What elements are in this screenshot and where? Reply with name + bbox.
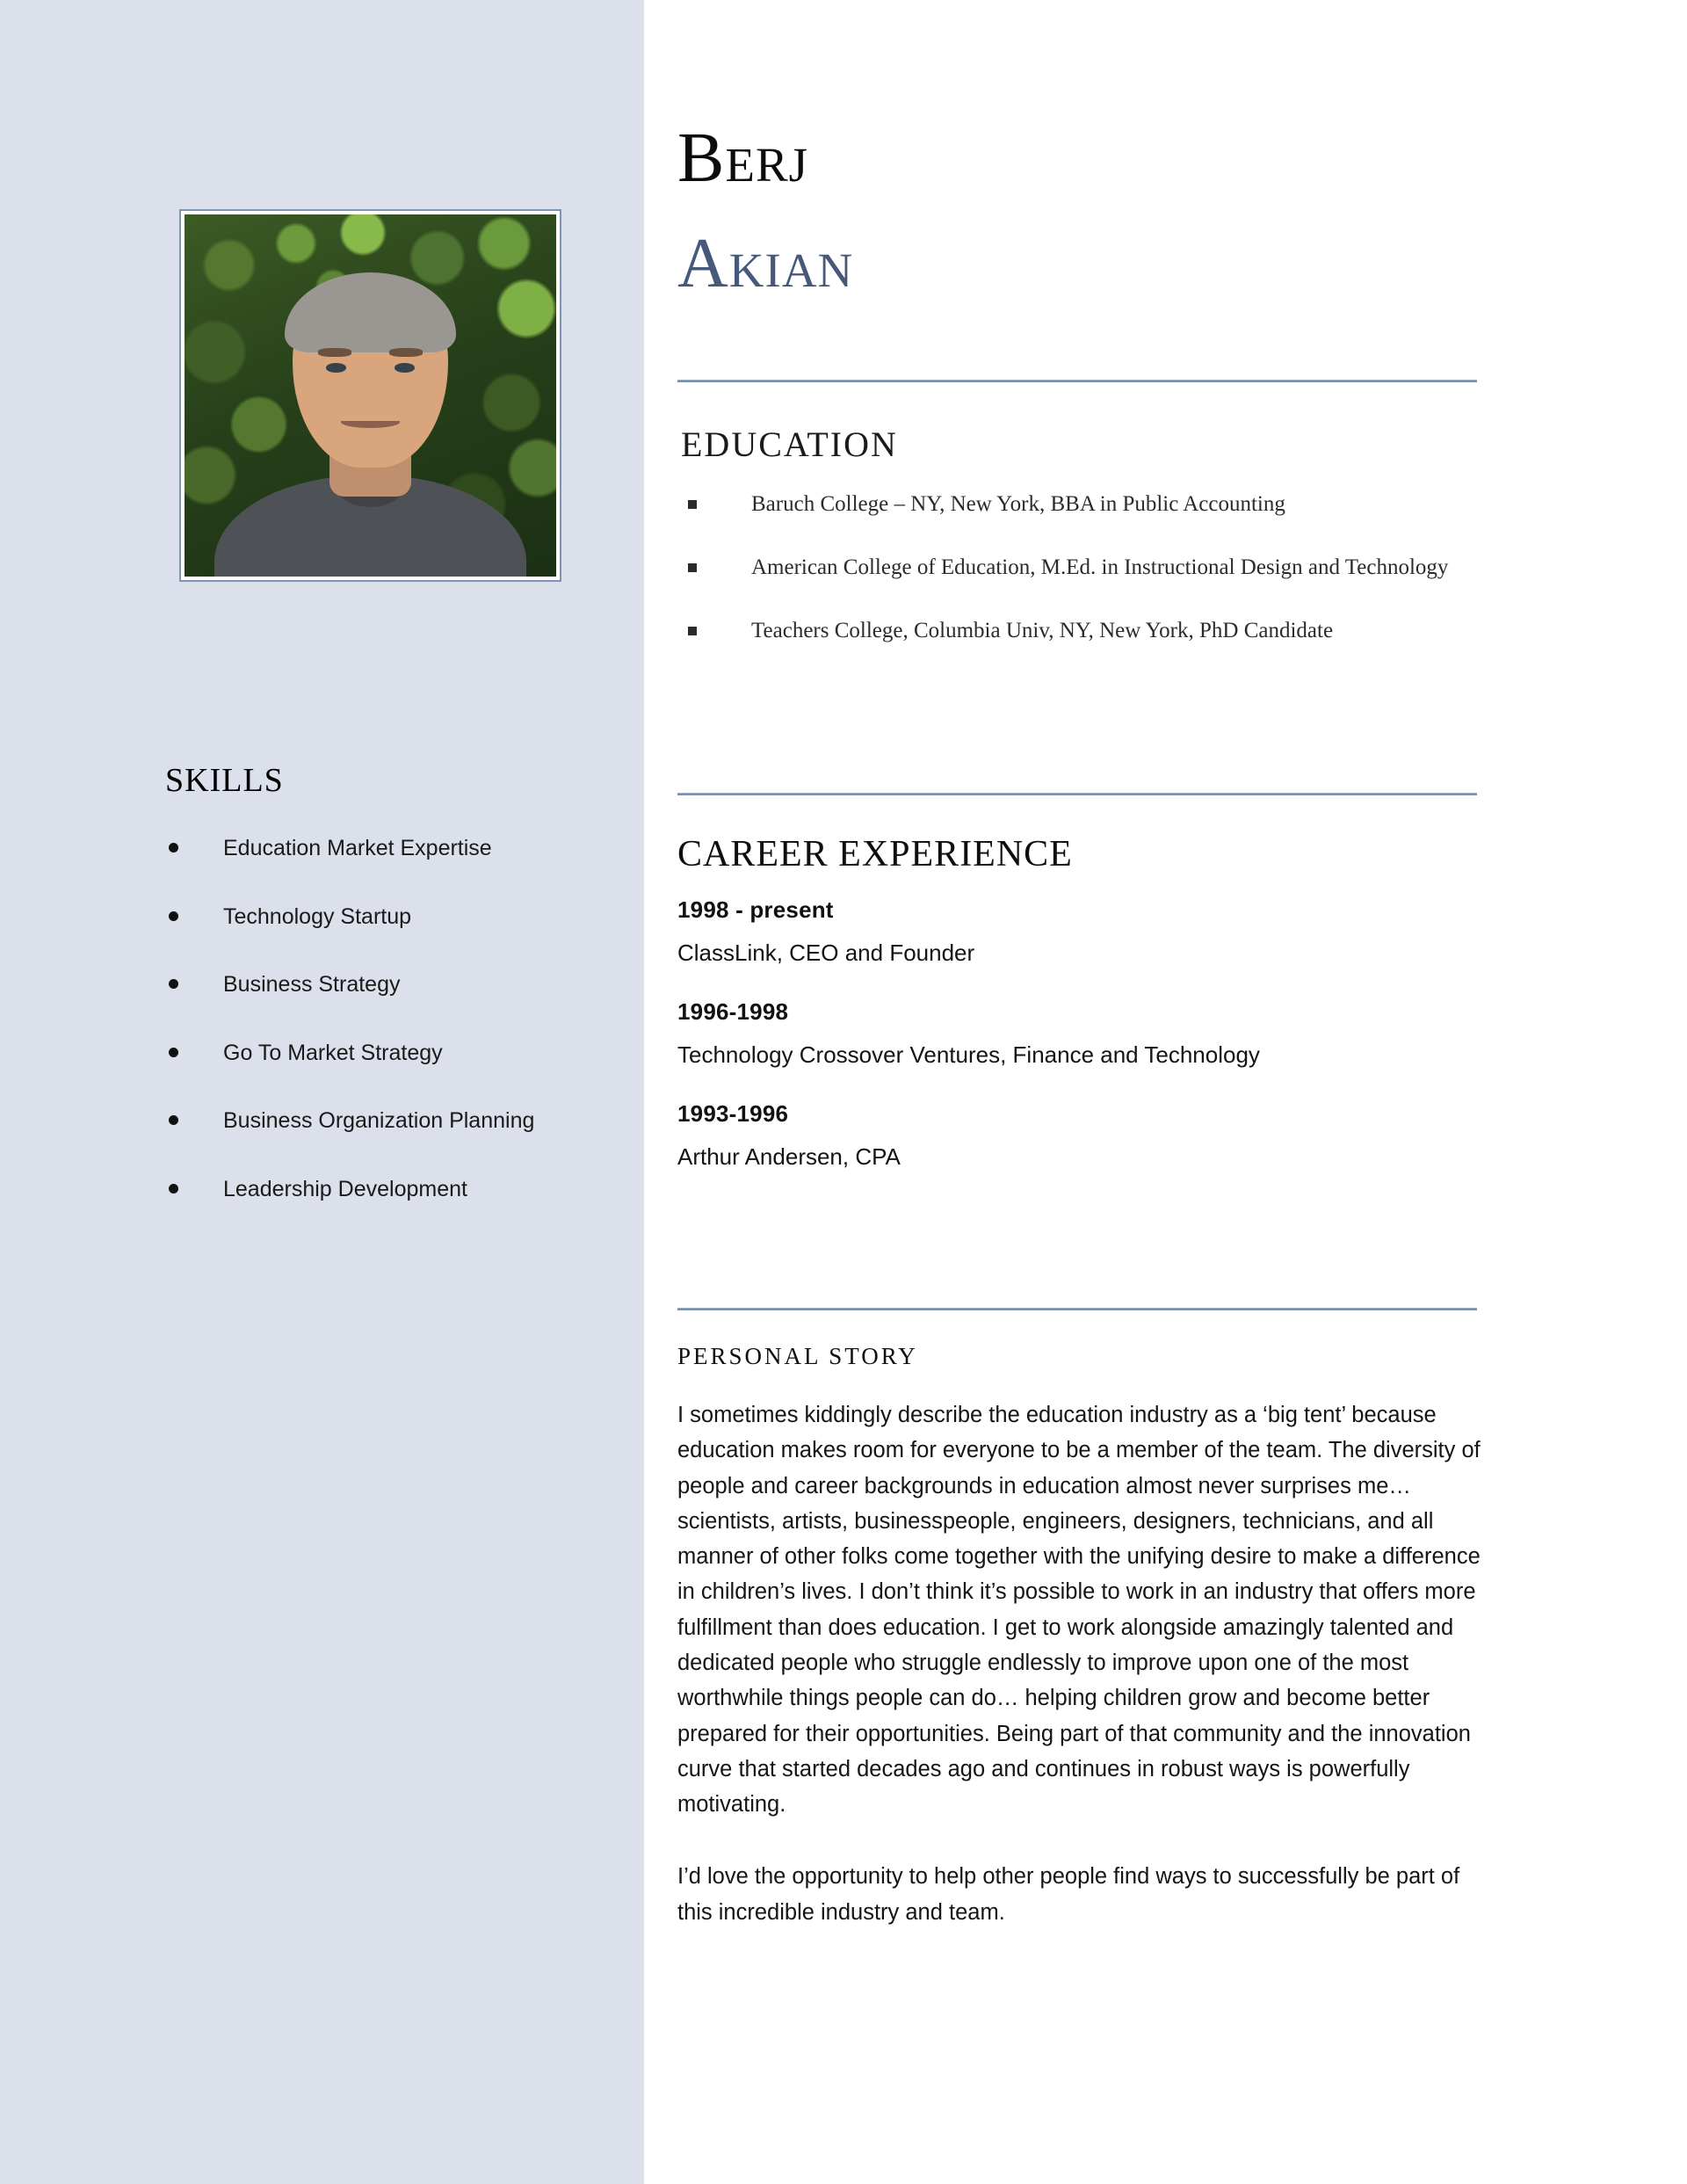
profile-photo — [185, 214, 556, 577]
photo-eyebrow-right — [389, 348, 423, 356]
skills-title: SKILLS — [165, 762, 284, 799]
page-title — [677, 120, 1556, 302]
bullet-dot-icon — [169, 911, 178, 921]
last-name-initial: A — [677, 225, 729, 302]
bullet-dot-icon — [169, 1184, 178, 1194]
education-list — [681, 492, 1656, 682]
personal-story-title: PERSONAL STORY — [677, 1343, 918, 1369]
list-item — [165, 1106, 578, 1137]
list-item — [165, 902, 578, 933]
list-item — [681, 492, 1656, 517]
skills-section — [165, 761, 578, 1242]
list-item — [165, 969, 578, 1001]
photo-eye-left — [326, 363, 346, 373]
list-item — [165, 833, 578, 865]
bullet-square-icon — [688, 563, 697, 572]
skills-list — [165, 833, 578, 1205]
sidebar — [0, 0, 644, 2184]
list-item — [165, 1038, 578, 1070]
photo-eyebrow-left — [318, 348, 351, 356]
first-name — [677, 120, 1556, 197]
education-title: EDUCATION — [681, 424, 898, 464]
skill-label: Leadership Development — [223, 1176, 467, 1201]
list-item — [165, 1174, 578, 1206]
career-entry — [677, 896, 1556, 967]
first-name-initial: B — [677, 120, 726, 197]
career-entry — [677, 998, 1556, 1069]
last-name — [677, 225, 1556, 302]
career-role: Arthur Andersen, CPA — [677, 1143, 901, 1170]
career-period: 1996-1998 — [677, 998, 789, 1025]
personal-story-body — [677, 1397, 1495, 1930]
skill-label: Business Organization Planning — [223, 1108, 535, 1133]
list-item — [681, 619, 1656, 643]
list-item — [681, 555, 1656, 580]
photo-eye-right — [395, 363, 415, 373]
divider-above-career — [677, 793, 1477, 795]
skill-label: Education Market Expertise — [223, 836, 492, 860]
career-title: CAREER EXPERIENCE — [677, 834, 1073, 874]
first-name-rest: ERJ — [725, 138, 809, 192]
divider-above-personal-story — [677, 1308, 1477, 1310]
bullet-dot-icon — [169, 1048, 178, 1057]
education-entry: Baruch College – NY, New York, BBA in Public Accounting — [751, 492, 1285, 516]
education-entry: Teachers College, Columbia Univ, NY, New York, PhD Candidate — [751, 619, 1334, 642]
bullet-square-icon — [688, 627, 697, 635]
divider-above-education — [677, 380, 1477, 382]
career-period: 1998 - present — [677, 896, 834, 923]
bullet-square-icon — [688, 500, 697, 509]
career-role: Technology Crossover Ventures, Finance and Technology — [677, 1041, 1260, 1068]
last-name-rest: KIAN — [728, 243, 854, 297]
career-period: 1993-1996 — [677, 1100, 789, 1127]
career-role: ClassLink, CEO and Founder — [677, 940, 975, 966]
bullet-dot-icon — [169, 1115, 178, 1125]
bullet-dot-icon — [169, 843, 178, 853]
bullet-dot-icon — [169, 979, 178, 989]
career-entry — [677, 1100, 1556, 1171]
career-list — [677, 896, 1556, 1202]
skill-label: Technology Startup — [223, 903, 412, 929]
skill-label: Go To Market Strategy — [223, 1040, 443, 1065]
main-column — [644, 0, 1687, 2184]
personal-story-paragraph: I’d love the opportunity to help other people find ways to successfully be part of this incredible industry and team. — [677, 1864, 1460, 1925]
skill-label: Business Strategy — [223, 972, 401, 997]
education-entry: American College of Education, M.Ed. in Instructional Design and Technology — [751, 555, 1449, 579]
personal-story-paragraph: I sometimes kiddingly describe the education industry as a ‘big tent’ because education makes room for everyone to be a member of the team. The diversity of people and career backgrounds in education almost never surprises me… scientists, artists, businesspeople, engineers, designers, technicians, and all manner of other folks come together with the unifying desire to make a difference in children’s lives. I don’t think it’s possible to work in an industry that offers more fulfillment than does education. I get to work alongside amazingly talented and dedicated people who struggle endlessly to improve upon one of the most worthwhile things people can do… helping children grow and become better prepared for their opportunities. Being part of that community and the innovation curve that started decades ago and continues in robust ways is powerfully motivating. — [677, 1403, 1481, 1818]
profile-photo-frame — [179, 209, 561, 582]
